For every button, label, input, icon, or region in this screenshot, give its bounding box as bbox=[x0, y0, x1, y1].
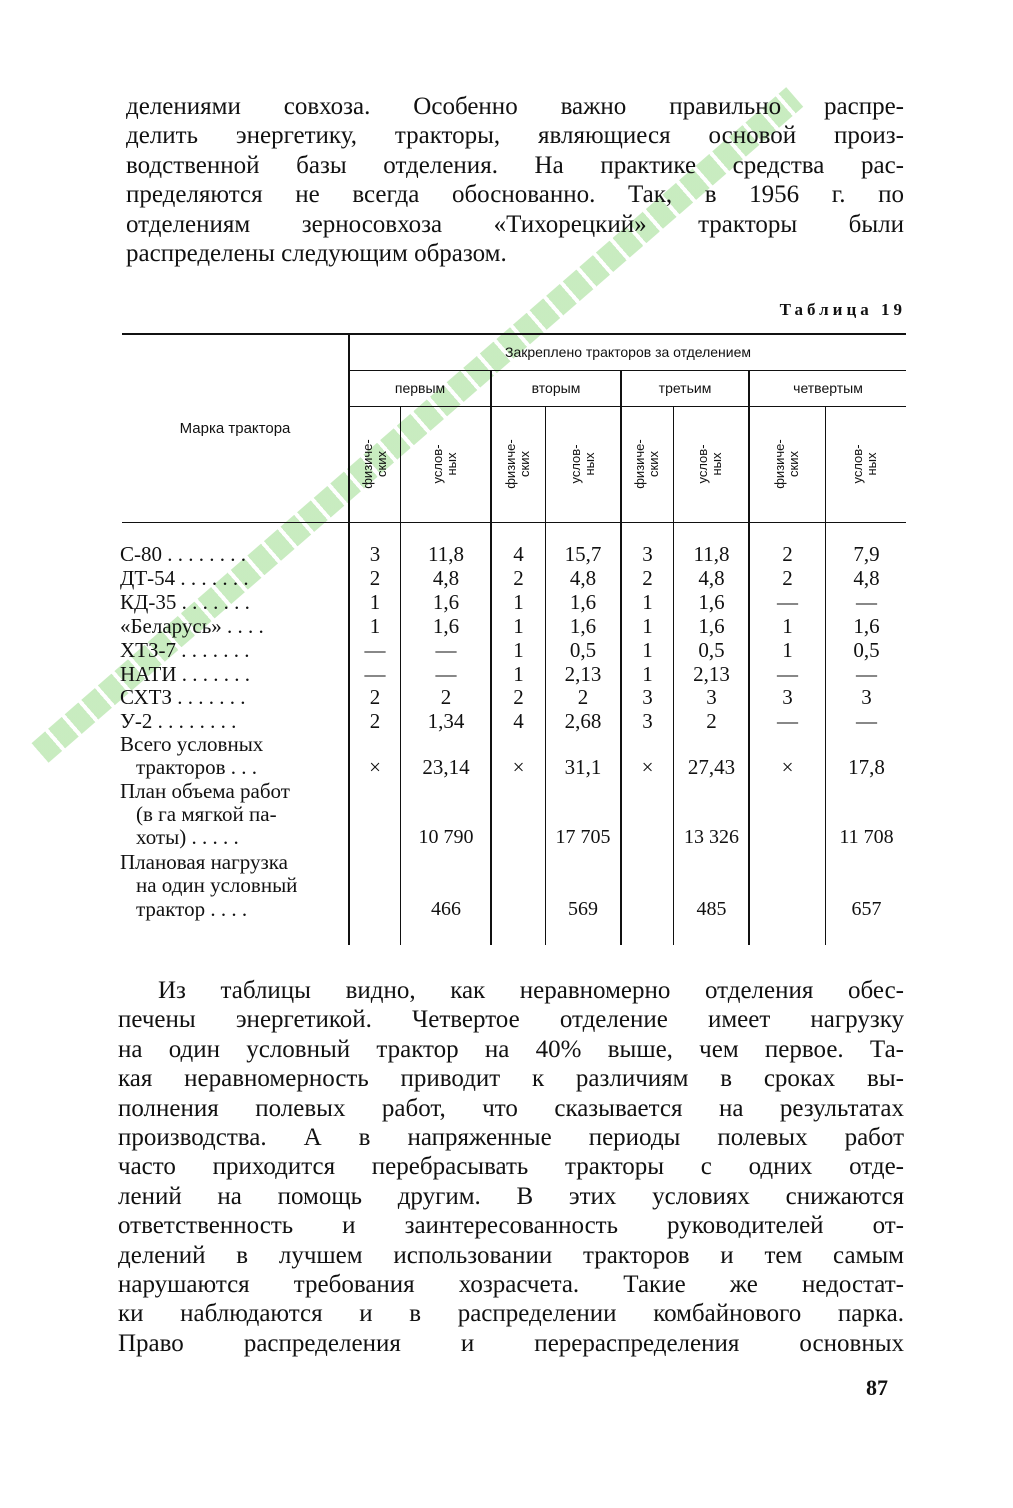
table-cell: 2 bbox=[642, 565, 653, 590]
table-cell: 4,8 bbox=[569, 565, 597, 590]
table-cell: — bbox=[777, 661, 798, 686]
table-cell: 2 bbox=[782, 542, 793, 566]
text-line: полнения полевых работ, что сказывается на результатах bbox=[118, 1094, 904, 1122]
division-header: первым bbox=[394, 380, 446, 396]
row-label: «Беларусь» . . . . bbox=[120, 614, 264, 638]
table-cell: 1,6 bbox=[569, 613, 597, 638]
table-cell: 2 bbox=[706, 709, 717, 734]
table-column-rule bbox=[400, 407, 401, 945]
table-cell: 1 bbox=[513, 613, 524, 638]
table-cell: — bbox=[435, 637, 457, 662]
table-cell: 0,5 bbox=[569, 637, 597, 662]
table-caption: Таблица 19 bbox=[779, 300, 906, 319]
table-cell: 1 bbox=[369, 613, 381, 638]
table-cell: 1 bbox=[513, 637, 524, 662]
table-cell: 15,7 bbox=[564, 542, 602, 566]
table-cell: 1 bbox=[369, 589, 381, 614]
total-label: Всего условных bbox=[120, 733, 264, 756]
table-cell: 3 bbox=[642, 709, 653, 734]
text-line: на один условный трактор на 40% выше, чем первое. Та- bbox=[118, 1035, 904, 1063]
table-cell: 1,6 bbox=[432, 589, 460, 614]
sub-header-physical bbox=[504, 424, 532, 504]
load-cell: 657 bbox=[851, 898, 882, 920]
table-cell: 2 bbox=[782, 565, 793, 590]
table-column-rule bbox=[825, 407, 826, 945]
table-cell: 0,5 bbox=[853, 637, 880, 662]
table-cell: 3 bbox=[782, 685, 793, 710]
table-cell: 1 bbox=[642, 637, 653, 662]
load-cell: 569 bbox=[568, 898, 598, 920]
table-cell: 1 bbox=[782, 637, 793, 662]
table-cell: 3 bbox=[706, 685, 717, 710]
table-cell: 2 bbox=[440, 685, 452, 710]
table-cell: — bbox=[856, 589, 877, 614]
table-cell: 2,68 bbox=[564, 709, 602, 734]
table-cell: 2 bbox=[369, 685, 381, 710]
sub-header-physical bbox=[633, 424, 661, 504]
top-paragraph bbox=[126, 92, 904, 268]
total-cell: 31,1 bbox=[564, 755, 602, 779]
sub-header-text: физиче- ских bbox=[632, 439, 661, 489]
sub-header-text: услов- ных bbox=[568, 444, 597, 484]
table-cell: 2 bbox=[513, 565, 524, 590]
sub-header-text: услов- ных bbox=[430, 444, 459, 484]
table-column-rule bbox=[673, 407, 674, 945]
table-cell: — bbox=[364, 661, 386, 686]
sub-header-text: физиче- ских bbox=[503, 439, 532, 489]
table-header-rule bbox=[122, 522, 906, 523]
table-cell: — bbox=[856, 709, 877, 734]
table-cell: 2 bbox=[513, 685, 524, 710]
row-label: С-80 . . . . . . . . bbox=[120, 543, 246, 566]
table-cell: — bbox=[435, 661, 457, 686]
sub-header-conditional bbox=[696, 424, 724, 504]
table-cell: — bbox=[856, 661, 877, 686]
table-cell: 1,6 bbox=[569, 589, 597, 614]
table-cell: 3 bbox=[642, 685, 653, 710]
row-label: СХТЗ . . . . . . . bbox=[120, 686, 246, 710]
row-label: ДТ-54 . . . . . . . bbox=[120, 566, 249, 590]
sub-header-text: физиче- ских bbox=[772, 439, 801, 489]
table-cell: 4,8 bbox=[698, 565, 725, 590]
text-line: делить энергетику, тракторы, являющиеся основой произ- bbox=[126, 122, 904, 150]
plan-cell: 10 790 bbox=[418, 826, 474, 848]
total-cell: 27,43 bbox=[687, 755, 736, 779]
table-cell: 1,6 bbox=[432, 613, 460, 638]
table-cell: 2,13 bbox=[564, 661, 602, 686]
text-line: распределены следующим образом. bbox=[126, 240, 507, 268]
text-line: кая неравномерность приводит к различиям в сроках вы- bbox=[118, 1065, 904, 1093]
table-cell: 4,8 bbox=[432, 565, 460, 590]
plan-cell: 13 326 bbox=[684, 826, 739, 848]
plan-label: хоты) . . . . . bbox=[136, 826, 239, 849]
row-label: ХТЗ-7 . . . . . . . bbox=[120, 638, 250, 662]
text-line: Из таблицы видно, как неравномерно отделения обес- bbox=[158, 977, 904, 1004]
total-cell: × bbox=[512, 755, 525, 779]
text-line: отделениям зерносовхоза «Тихорецкий» тракторы были bbox=[126, 210, 904, 238]
text-line: водственной базы отделения. На практике средства рас- bbox=[126, 151, 904, 179]
bottom-paragraph bbox=[118, 976, 904, 1358]
total-cell: × bbox=[369, 755, 381, 779]
total-cell: 17,8 bbox=[848, 755, 885, 779]
plan-label: (в га мягкой па- bbox=[136, 803, 277, 826]
table-cell: 1 bbox=[642, 661, 653, 686]
plan-cell: 11 708 bbox=[839, 826, 894, 848]
load-cell: 485 bbox=[696, 898, 727, 920]
table-cell: 1 bbox=[782, 613, 793, 638]
table-cell: 3 bbox=[642, 542, 653, 566]
table-cell: 4 bbox=[513, 709, 524, 734]
row-label: У-2 . . . . . . . . bbox=[120, 710, 237, 734]
text-line: ответственность и заинтересованность руководителей от- bbox=[118, 1212, 904, 1240]
table-top-rule bbox=[122, 333, 906, 335]
text-line: часто приходится перебрасывать тракторы с одних отде- bbox=[118, 1153, 904, 1181]
table-group-rule bbox=[350, 370, 906, 371]
row-header: Марка трактора bbox=[179, 420, 291, 437]
table-cell: 1 bbox=[642, 613, 653, 638]
load-cell: 466 bbox=[431, 898, 461, 920]
sub-header-physical bbox=[773, 424, 801, 504]
table-cell: 2,13 bbox=[693, 661, 730, 686]
sub-header-conditional bbox=[431, 424, 459, 504]
total-label: тракторов . . . bbox=[136, 756, 257, 779]
table-cell: 2 bbox=[369, 565, 381, 590]
table-cell: 3 bbox=[861, 685, 872, 710]
table-cell: 0,5 bbox=[698, 637, 725, 662]
table-cell: 1,6 bbox=[698, 589, 725, 614]
load-label: на один условный bbox=[136, 874, 298, 897]
table-cell: 2 bbox=[369, 709, 381, 734]
table-cell: 1 bbox=[513, 589, 524, 614]
sub-header-text: услов- ных bbox=[695, 444, 724, 484]
table-cell: — bbox=[777, 589, 798, 614]
sub-header-conditional bbox=[851, 424, 879, 504]
page-number: 87 bbox=[866, 1375, 888, 1400]
text-line: пределяются не всегда обоснованно. Так, в 1956 г. по bbox=[126, 181, 904, 209]
division-header: четвертым bbox=[793, 380, 863, 396]
table-cell: 1 bbox=[642, 589, 653, 614]
table-cell: 2 bbox=[577, 685, 589, 710]
table-cell: 1,6 bbox=[698, 613, 725, 638]
division-header: третьим bbox=[658, 380, 712, 396]
sub-header-text: физиче- ских bbox=[360, 439, 389, 489]
table-cell: 1,6 bbox=[853, 613, 880, 638]
text-line: делениями совхоза. Особенно важно правильно распре- bbox=[126, 93, 904, 120]
plan-cell: 17 705 bbox=[555, 826, 611, 848]
row-label: КД-35 . . . . . . . bbox=[120, 590, 250, 614]
sub-header-physical bbox=[361, 424, 389, 504]
text-line: ки наблюдаются и в распределении комбайнового парка. bbox=[118, 1300, 904, 1328]
sub-header-conditional bbox=[569, 424, 597, 504]
division-header: вторым bbox=[531, 380, 581, 396]
table-cell: 1 bbox=[513, 661, 524, 686]
plan-label: План объема работ bbox=[120, 780, 290, 803]
load-label: Плановая нагрузка bbox=[120, 851, 288, 874]
sub-header-text: услов- ных bbox=[850, 444, 879, 484]
row-label: НАТИ . . . . . . . bbox=[120, 662, 250, 686]
table-cell: 4,8 bbox=[853, 565, 880, 590]
table-cell: 11,8 bbox=[428, 542, 464, 566]
table-cell: 4 bbox=[513, 542, 524, 566]
text-line: печены энергетикой. Четвертое отделение имеет нагрузку bbox=[118, 1006, 904, 1034]
text-line: Право распределения и перераспределения основных bbox=[118, 1329, 904, 1357]
text-line: производства. А в напряженные периоды полевых работ bbox=[118, 1124, 904, 1152]
total-cell: 23,14 bbox=[422, 755, 470, 779]
text-line: лений на помощь другим. В этих условиях снижаются bbox=[118, 1182, 904, 1210]
load-label: трактор . . . . bbox=[136, 898, 248, 921]
table-cell: 11,8 bbox=[693, 542, 730, 566]
total-cell: × bbox=[781, 755, 794, 779]
table-cell: — bbox=[777, 709, 798, 734]
text-line: нарушаются требования хозрасчета. Такие же недостат- bbox=[118, 1271, 904, 1299]
table-cell: 3 bbox=[369, 542, 381, 566]
table-division-rule bbox=[350, 406, 906, 407]
table-cell: 7,9 bbox=[853, 542, 880, 566]
table-cell: — bbox=[364, 637, 386, 662]
table-cell: 1,34 bbox=[427, 709, 465, 734]
text-line: делений в лучшем использовании тракторов и тем самым bbox=[118, 1241, 904, 1269]
total-cell: × bbox=[641, 755, 654, 779]
group-header: Закреплено тракторов за отделением bbox=[504, 344, 752, 360]
